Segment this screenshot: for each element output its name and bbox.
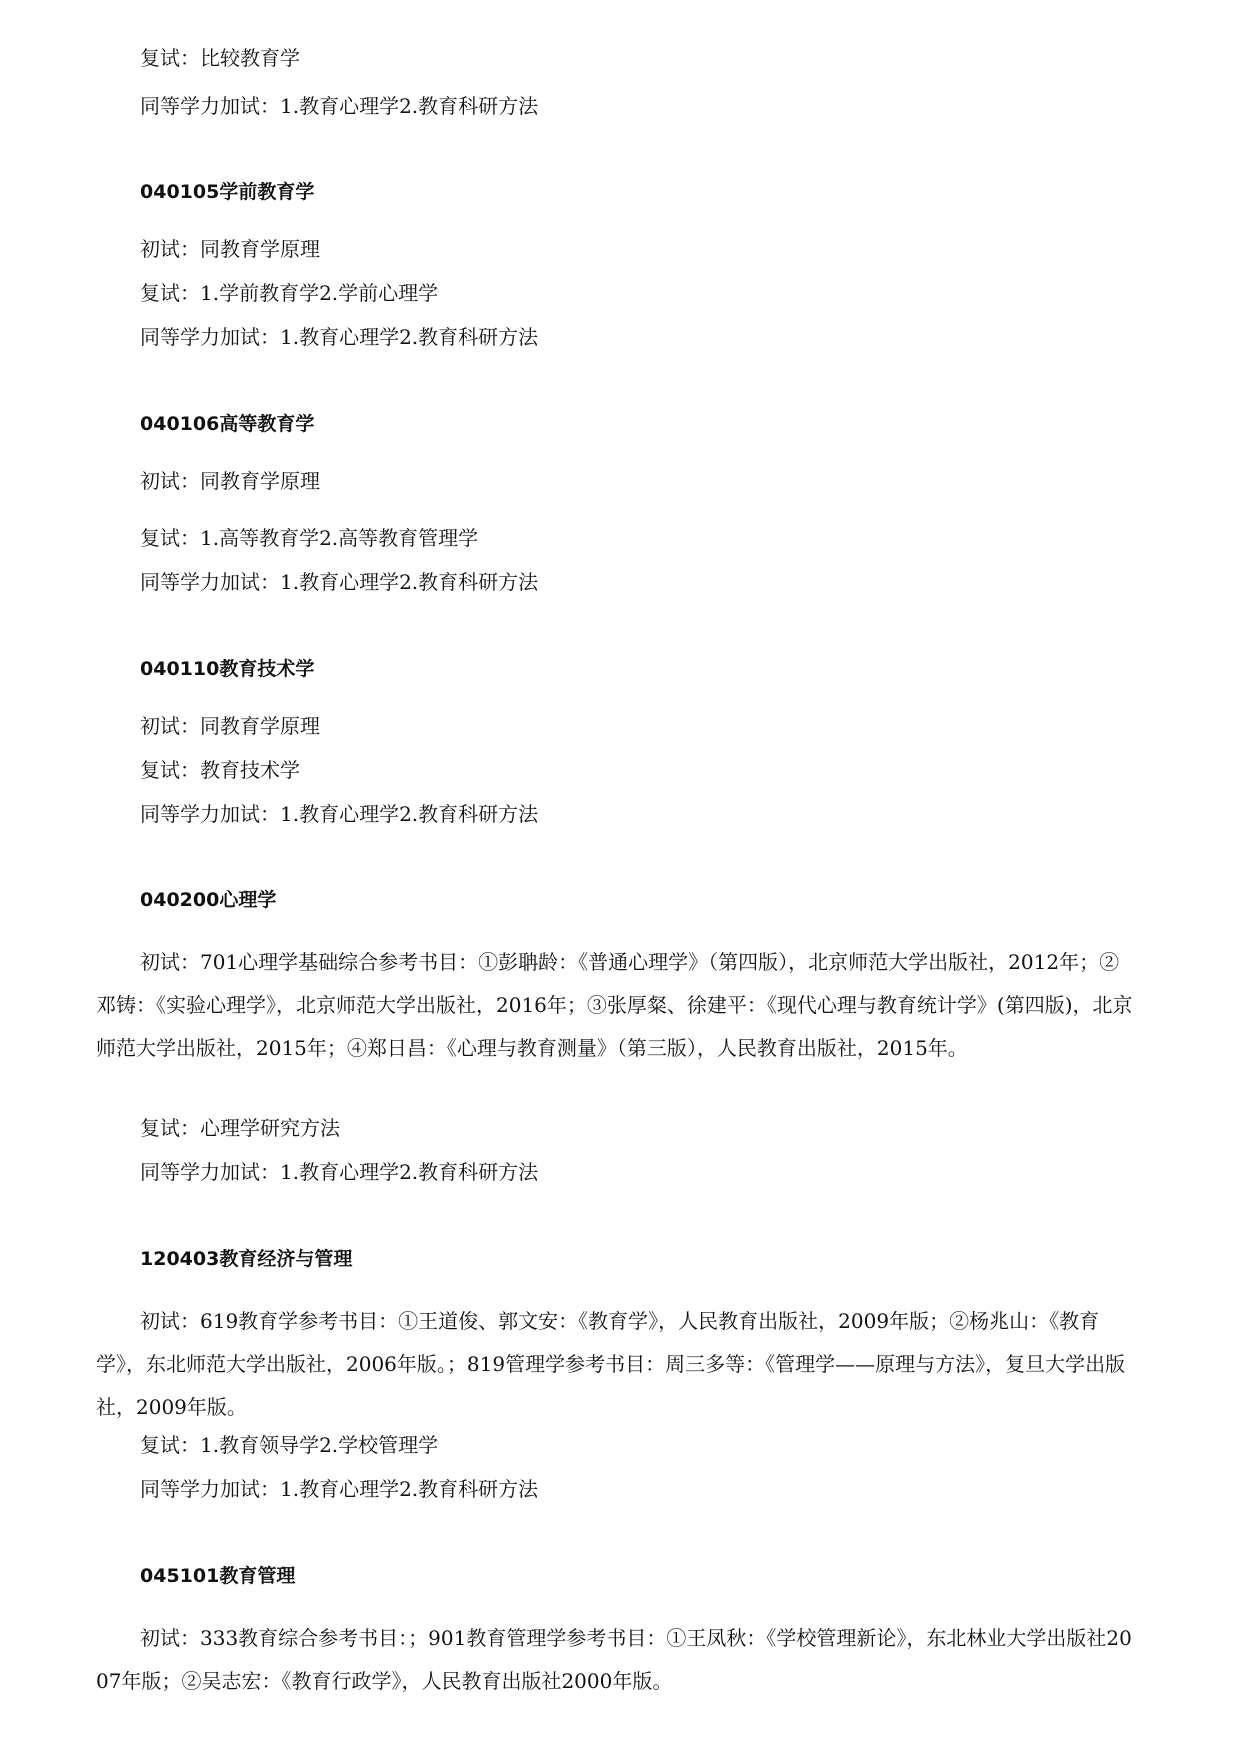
section-heading: 040110教育技术学 [140,658,315,680]
section-heading: 120403教育经济与管理 [140,1248,353,1270]
retest-line: 复试：心理学研究方法 [140,1116,340,1140]
section-heading: 040106高等教育学 [140,413,315,435]
equivalent-exam-line: 同等学力加试：1.教育心理学2.教育科研方法 [140,325,539,349]
equivalent-exam-line: 同等学力加试：1.教育心理学2.教育科研方法 [140,570,539,594]
initial-exam-line: 初试：同教育学原理 [140,714,320,738]
retest-line: 复试：1.高等教育学2.高等教育管理学 [140,526,479,550]
equivalent-exam-line: 同等学力加试：1.教育心理学2.教育科研方法 [140,1160,539,1184]
initial-exam-line: 初试：同教育学原理 [140,237,320,261]
equivalent-exam-line: 同等学力加试：1.教育心理学2.教育科研方法 [140,1477,539,1501]
initial-exam-paragraph: 初试：333教育综合参考书目：；901教育管理学参考书目：①王凤秋：《学校管理新论》，东北林业大学出版社2007年版；②吴志宏：《教育行政学》，人民教育出版社2000年版。 [96,1626,1132,1693]
equivalent-exam-line: 同等学力加试：1.教育心理学2.教育科研方法 [140,94,539,118]
retest-line: 复试：1.学前教育学2.学前心理学 [140,281,439,305]
section-heading: 040105学前教育学 [140,181,315,203]
section-heading: 045101教育管理 [140,1565,296,1587]
initial-exam-paragraph: 初试：619教育学参考书目：①王道俊、郭文安：《教育学》，人民教育出版社，2009年版；②杨兆山：《教育学》，东北师范大学出版社，2006年版。；819管理学参考书目：周三多等：《管理学——原理与方法》，复旦大学出版社，2009年版。 [96,1309,1126,1419]
retest-line: 复试：比较教育学 [140,46,300,70]
initial-exam-line: 初试：同教育学原理 [140,469,320,493]
retest-line: 复试：教育技术学 [140,758,300,782]
retest-line: 复试：1.教育领导学2.学校管理学 [140,1433,439,1457]
equivalent-exam-line: 同等学力加试：1.教育心理学2.教育科研方法 [140,802,539,826]
initial-exam-paragraph: 初试：701心理学基础综合参考书目：①彭聃龄：《普通心理学》（第四版），北京师范大学出版社，2012年；②邓铸：《实验心理学》，北京师范大学出版社，2016年；③张厚粲、徐建平：《现代心理与教育统计学》(第四版)，北京师范大学出版社，2015年；④郑日昌：《心理与教育测量》（第三版），人民教育出版社，2015年。 [96,950,1133,1060]
section-heading: 040200心理学 [140,889,277,911]
